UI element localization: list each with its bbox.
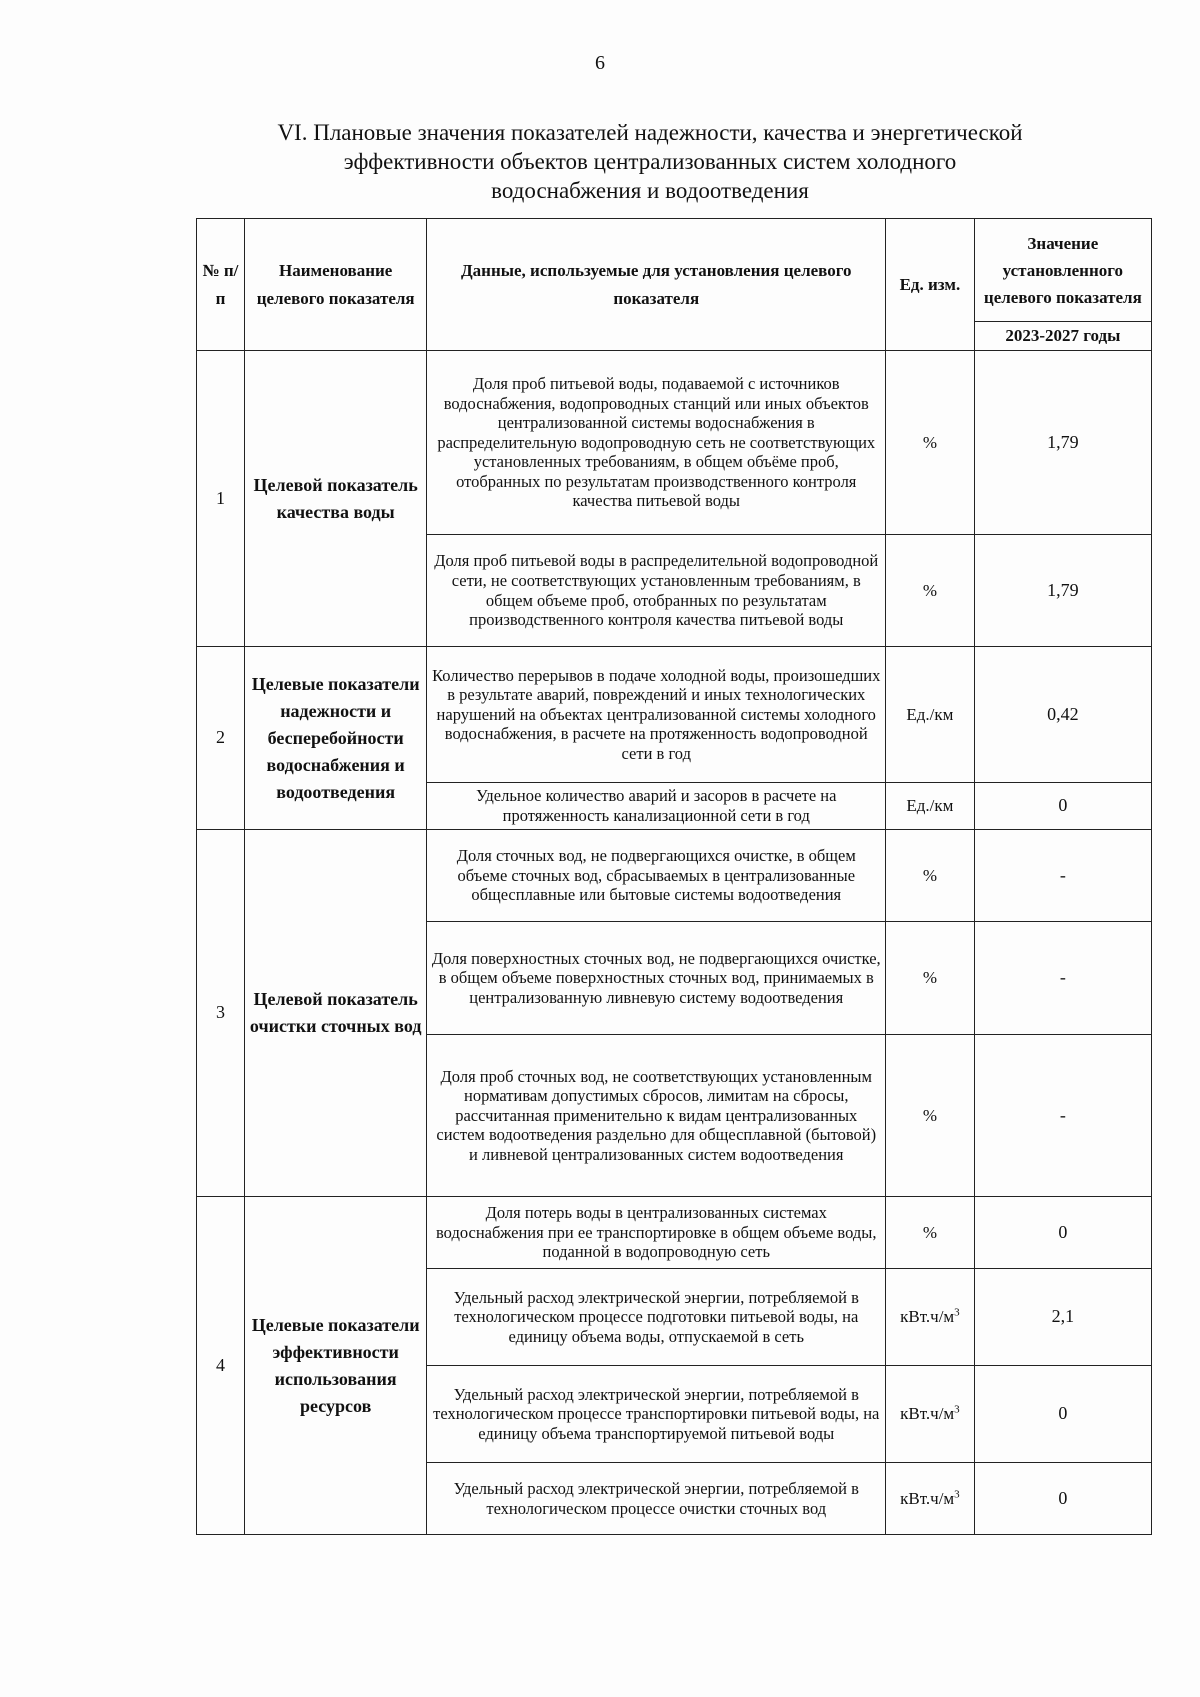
indicators-table bbox=[196, 218, 1152, 1535]
title-line-3: водоснабжения и водоотведения bbox=[491, 178, 809, 203]
indicator-data: Удельное количество аварий и засоров в расчете на протяженность канализационной сети в год bbox=[427, 783, 886, 830]
indicator-unit: % bbox=[886, 1197, 975, 1269]
row-number: 1 bbox=[197, 351, 245, 647]
unit-text: кВт.ч/м bbox=[900, 1404, 955, 1424]
header-num: № п/п bbox=[197, 219, 245, 351]
header-data: Данные, используемые для установления целевого показателя bbox=[427, 219, 886, 351]
indicator-unit: % bbox=[886, 351, 975, 535]
indicator-unit: % bbox=[886, 1035, 975, 1197]
header-period: 2023-2027 годы bbox=[974, 322, 1151, 351]
unit-superscript: 3 bbox=[954, 1306, 960, 1319]
indicator-name: Целевой показатель очистки сточных вод bbox=[244, 830, 426, 1197]
section-title bbox=[200, 118, 1100, 205]
page-number: 6 bbox=[595, 52, 605, 74]
indicator-unit: Ед./км bbox=[886, 783, 975, 830]
unit-text: кВт.ч/м bbox=[900, 1307, 955, 1327]
indicator-value: 0 bbox=[974, 1366, 1151, 1463]
indicator-name: Целевой показатель качества воды bbox=[244, 351, 426, 647]
unit-superscript: 3 bbox=[954, 1403, 960, 1416]
title-line-1: VI. Плановые значения показателей надежности, качества и энергетической bbox=[277, 120, 1023, 145]
indicator-value: 0 bbox=[974, 783, 1151, 830]
indicator-data: Доля потерь воды в централизованных системах водоснабжения при ее транспортировке в общем объеме воды, поданной в водопроводную сеть bbox=[427, 1197, 886, 1269]
indicator-value: 1,79 bbox=[974, 351, 1151, 535]
row-number: 3 bbox=[197, 830, 245, 1197]
indicator-data: Доля поверхностных сточных вод, не подвергающихся очистке, в общем объеме поверхностных сточных вод, принимаемых в централизованную ливневую систему водоотведения bbox=[427, 922, 886, 1035]
indicator-value: - bbox=[974, 922, 1151, 1035]
indicator-data: Количество перерывов в подаче холодной воды, произошедших в результате аварий, повреждений и иных технологических нарушений на объектах централизованной системы холодного водоснабжения, в расчете на протяженность водопроводной сети в год bbox=[427, 647, 886, 783]
indicator-value: - bbox=[974, 1035, 1151, 1197]
indicator-data: Удельный расход электрической энергии, потребляемой в технологическом процессе очистки сточных вод bbox=[427, 1463, 886, 1535]
table-row bbox=[197, 351, 1152, 535]
indicator-unit: Ед./км bbox=[886, 647, 975, 783]
indicator-name: Целевые показатели надежности и бесперебойности водоснабжения и водоотведения bbox=[244, 647, 426, 830]
unit-superscript: 3 bbox=[954, 1487, 960, 1500]
indicator-data: Доля проб питьевой воды, подаваемой с источников водоснабжения, водопроводных станций или иных объектов централизованной системы водоснабжения в распределительную водопроводную сеть не соответствующих установленных требованиям, в общем объёме проб, отобранных по результатам производственного контроля качества питьевой воды bbox=[427, 351, 886, 535]
indicator-unit: % bbox=[886, 922, 975, 1035]
indicator-value: 0 bbox=[974, 1197, 1151, 1269]
indicator-value: 2,1 bbox=[974, 1269, 1151, 1366]
indicator-unit: % bbox=[886, 535, 975, 647]
indicator-value: 0 bbox=[974, 1463, 1151, 1535]
table-row bbox=[197, 830, 1152, 922]
row-number: 2 bbox=[197, 647, 245, 830]
indicator-value: - bbox=[974, 830, 1151, 922]
indicator-unit bbox=[886, 1269, 975, 1366]
indicator-data: Доля сточных вод, не подвергающихся очистке, в общем объеме сточных вод, сбрасываемых в централизованные общесплавные или бытовые системы водоотведения bbox=[427, 830, 886, 922]
indicator-name: Целевые показатели эффективности использования ресурсов bbox=[244, 1197, 426, 1535]
indicator-data: Доля проб питьевой воды в распределительной водопроводной сети, не соответствующих установленным требованиям, в общем объеме проб, отобранных по результатам производственного контроля качества питьевой воды bbox=[427, 535, 886, 647]
table-row bbox=[197, 647, 1152, 783]
title-line-2: эффективности объектов централизованных систем холодного bbox=[343, 149, 957, 174]
indicator-unit: % bbox=[886, 830, 975, 922]
header-unit: Ед. изм. bbox=[886, 219, 975, 351]
indicator-unit bbox=[886, 1463, 975, 1535]
indicator-data: Доля проб сточных вод, не соответствующих установленным нормативам допустимых сбросов, лимитам на сбросы, рассчитанная применительно к видам централизованных систем водоотведения раздельно для общесплавной (бытовой) и ливневой централизованных систем водоотведения bbox=[427, 1035, 886, 1197]
row-number: 4 bbox=[197, 1197, 245, 1535]
indicator-unit bbox=[886, 1366, 975, 1463]
table-row bbox=[197, 1197, 1152, 1269]
indicator-data: Удельный расход электрической энергии, потребляемой в технологическом процессе подготовки питьевой воды, на единицу объема воды, отпускаемой в сеть bbox=[427, 1269, 886, 1366]
header-value: Значение установленного целевого показателя bbox=[974, 219, 1151, 322]
unit-text: кВт.ч/м bbox=[900, 1488, 955, 1508]
indicator-data: Удельный расход электрической энергии, потребляемой в технологическом процессе транспортировки питьевой воды, на единицу объема транспортируемой питьевой воды bbox=[427, 1366, 886, 1463]
header-name: Наименование целевого показателя bbox=[244, 219, 426, 351]
indicator-value: 1,79 bbox=[974, 535, 1151, 647]
indicator-value: 0,42 bbox=[974, 647, 1151, 783]
